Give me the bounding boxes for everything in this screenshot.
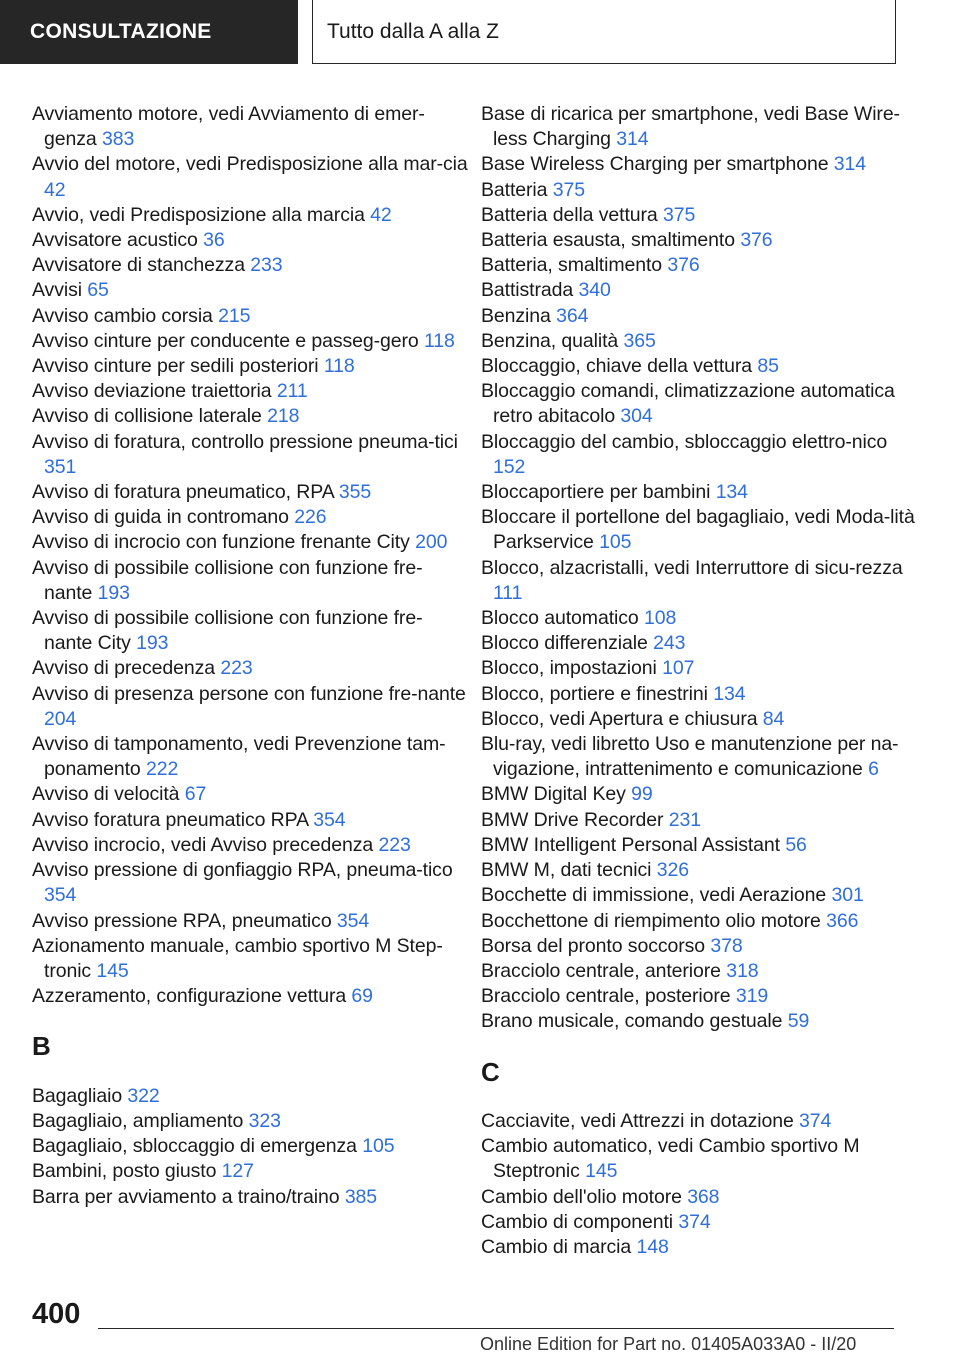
index-entry-text: Blocco, alzacristalli, vedi Interruttore di sicu‐rezza xyxy=(481,556,903,579)
index-entry xyxy=(481,631,921,656)
index-entry xyxy=(32,152,470,202)
page-reference-link[interactable]: 378 xyxy=(710,934,743,957)
index-entry xyxy=(32,656,470,681)
index-entry-text: Avviso deviazione traiettoria xyxy=(32,380,272,403)
page-reference-link[interactable]: 226 xyxy=(294,506,327,529)
page-reference-link[interactable]: 85 xyxy=(757,355,779,378)
page-reference-link[interactable]: 354 xyxy=(44,884,77,907)
index-entry-text: Bocchette di immissione, vedi Aerazione xyxy=(481,884,827,907)
index-entry-text: Blocco, impostazioni xyxy=(481,657,657,680)
index-entry xyxy=(32,228,470,253)
index-entry-text: Avviso di guida in contromano xyxy=(32,506,289,529)
index-entry-text: Bagagliaio, ampliamento xyxy=(32,1109,244,1132)
index-entry xyxy=(481,1210,921,1235)
index-entry-text: Avvisatore acustico xyxy=(32,229,198,252)
page-reference-link[interactable]: 376 xyxy=(667,254,700,277)
page-reference-link[interactable]: 152 xyxy=(493,455,526,478)
index-entry-text: Avvio, vedi Predisposizione alla marcia xyxy=(32,203,365,226)
page-reference-link[interactable]: 340 xyxy=(578,279,611,302)
index-entry-text: Avviso incrocio, vedi Avviso precedenza xyxy=(32,833,374,856)
page-number: 400 xyxy=(32,1298,81,1330)
index-entry-text: Bracciolo centrale, anteriore xyxy=(481,959,721,982)
index-entry-text: Blocco, portiere e finestrini xyxy=(481,682,708,705)
index-entry xyxy=(481,152,921,177)
index-entry-text: BMW Drive Recorder xyxy=(481,808,664,831)
index-entry-text: Cacciavite, vedi Attrezzi in dotazione xyxy=(481,1109,794,1132)
index-entry xyxy=(481,354,921,379)
page-reference-link[interactable]: 314 xyxy=(833,153,867,176)
page-reference-link[interactable]: 118 xyxy=(424,329,455,352)
page-reference-link[interactable]: 323 xyxy=(248,1109,281,1132)
page-reference-link[interactable]: 326 xyxy=(656,859,689,882)
page-reference-link[interactable]: 118 xyxy=(323,355,355,378)
index-entry-text: BMW M, dati tecnici xyxy=(481,859,652,882)
index-column-left xyxy=(32,102,470,1210)
index-entry xyxy=(32,404,470,429)
index-entry-text: Base di ricarica per smartphone, vedi Base Wire‐less Charging xyxy=(481,103,900,151)
index-letter-heading: B xyxy=(32,1031,51,1062)
index-entry-text: Batteria della vettura xyxy=(481,203,658,226)
page-reference-link[interactable]: 36 xyxy=(203,229,225,252)
index-entry xyxy=(481,1134,921,1184)
page-reference-link[interactable]: 222 xyxy=(146,758,179,781)
page-reference-link[interactable]: 368 xyxy=(687,1185,720,1208)
index-entry-text: Batteria xyxy=(481,178,548,201)
index-entry-text: Cambio di componenti xyxy=(481,1210,674,1233)
index-entry xyxy=(32,253,470,278)
index-entry-text: Bloccaggio comandi, climatizzazione automatica retro abitacolo xyxy=(481,380,895,428)
page-reference-link[interactable]: 354 xyxy=(336,909,370,932)
index-entry xyxy=(32,984,470,1009)
index-entry xyxy=(481,253,921,278)
index-entry xyxy=(481,833,921,858)
page-reference-link[interactable]: 56 xyxy=(785,833,807,856)
page-reference-link[interactable]: 233 xyxy=(250,254,283,277)
index-entry-text: Avviso cinture per conducente e passeg‐gero xyxy=(32,329,419,352)
index-entry xyxy=(481,858,921,883)
page-reference-link[interactable]: 231 xyxy=(668,808,701,831)
index-entry-text: Avviso di velocità xyxy=(32,783,180,806)
page-reference-link[interactable]: 376 xyxy=(740,229,773,252)
index-entry-text: Blocco automatico xyxy=(481,607,639,630)
index-entry xyxy=(481,606,921,631)
index-entry xyxy=(481,178,921,203)
page-reference-link[interactable]: 145 xyxy=(96,959,129,982)
index-entry-text: Avviso pressione di gonfiaggio RPA, pneuma‐tico xyxy=(32,859,453,882)
index-entry xyxy=(32,934,470,984)
index-entry xyxy=(32,354,470,379)
index-entry xyxy=(32,606,470,656)
index-entry xyxy=(32,329,470,354)
index-entry-text: Avviso di precedenza xyxy=(32,657,216,680)
index-entry xyxy=(32,833,470,858)
index-entry-text: Barra per avviamento a traino/traino xyxy=(32,1185,340,1208)
index-entry-text: Batteria esausta, smaltimento xyxy=(481,229,735,252)
index-entry xyxy=(32,480,470,505)
page-reference-link[interactable]: 218 xyxy=(267,405,300,428)
page-reference-link[interactable]: 127 xyxy=(221,1160,254,1183)
index-entry xyxy=(481,909,921,934)
page-reference-link[interactable]: 69 xyxy=(351,985,373,1008)
page-reference-link[interactable]: 223 xyxy=(220,657,253,680)
page-reference-link[interactable]: 354 xyxy=(313,808,346,831)
page-reference-link[interactable]: 211 xyxy=(276,380,308,403)
index-entry xyxy=(481,203,921,228)
index-entry xyxy=(32,556,470,606)
page-reference-link[interactable]: 134 xyxy=(713,682,746,705)
index-entry-text: Bagagliaio xyxy=(32,1084,123,1107)
index-entry-text: Bloccare il portellone del bagagliaio, vedi Moda‐lità Parkservice xyxy=(481,506,915,554)
page-reference-link[interactable]: 193 xyxy=(97,581,130,604)
index-entry-text: Avviso di incrocio con funzione frenante City xyxy=(32,531,410,554)
index-entry xyxy=(32,102,470,152)
index-entry xyxy=(481,278,921,303)
index-entry xyxy=(481,808,921,833)
page-reference-link[interactable]: 111 xyxy=(493,581,523,604)
page-reference-link[interactable]: 59 xyxy=(787,1010,810,1033)
page-reference-link[interactable]: 374 xyxy=(678,1210,711,1233)
index-entry-text: Avviso di collisione laterale xyxy=(32,405,262,428)
index-entry-text: Cambio dell'olio motore xyxy=(481,1185,682,1208)
page-reference-link[interactable]: 108 xyxy=(643,607,677,630)
page-reference-link[interactable]: 223 xyxy=(378,833,411,856)
index-entry-text: BMW Digital Key xyxy=(481,783,626,806)
index-entry xyxy=(481,984,921,1009)
index-entry xyxy=(481,1009,921,1034)
index-entry-text: Avviso di presenza persone con funzione fre‐nante xyxy=(32,682,466,705)
index-entry-text: Bagagliaio, sbloccaggio di emergenza xyxy=(32,1135,357,1158)
index-entry-text: Avviso di foratura pneumatico, RPA xyxy=(32,481,334,504)
index-entry xyxy=(481,959,921,984)
page-reference-link[interactable]: 105 xyxy=(362,1135,395,1158)
index-entry-text: Avviso foratura pneumatico RPA xyxy=(32,808,308,831)
index-entry-text: Cambio automatico, vedi Cambio sportivo M Steptronic xyxy=(481,1135,860,1183)
page-reference-link[interactable]: 6 xyxy=(868,758,879,781)
index-entry xyxy=(32,732,470,782)
page-reference-link[interactable]: 375 xyxy=(552,178,585,201)
index-entry xyxy=(481,505,921,555)
index-entry-text: Battistrada xyxy=(481,279,574,302)
index-entry xyxy=(481,732,921,782)
index-entry xyxy=(32,304,470,329)
index-entry xyxy=(481,782,921,807)
page-reference-link[interactable]: 243 xyxy=(653,632,686,655)
section-tab: CONSULTAZIONE xyxy=(0,0,298,64)
index-entry-text: Base Wireless Charging per smartphone xyxy=(481,153,829,176)
index-entry xyxy=(481,304,921,329)
index-entry xyxy=(32,1109,470,1134)
page-reference-link[interactable]: 99 xyxy=(631,783,653,806)
index-entry xyxy=(32,203,470,228)
index-entry-text: Avvisatore di stanchezza xyxy=(32,254,245,277)
page-reference-link[interactable]: 204 xyxy=(44,707,77,730)
index-entry-text: Avviso pressione RPA, pneumatico xyxy=(32,909,332,932)
chapter-title: Tutto dalla A alla Z xyxy=(312,0,896,64)
index-entry-text: Avviso di tamponamento, vedi Prevenzione tam‐ponamento xyxy=(32,733,446,781)
index-entry xyxy=(32,379,470,404)
page-reference-link[interactable]: 145 xyxy=(585,1160,618,1183)
index-entry-text: Avviamento motore, vedi Avviamento di emer‐genza xyxy=(32,103,425,151)
page-reference-link[interactable]: 42 xyxy=(44,178,66,201)
index-entry-text: Benzina xyxy=(481,304,551,327)
index-entry xyxy=(32,1134,470,1159)
page-reference-link[interactable]: 193 xyxy=(136,632,169,655)
page-reference-link[interactable]: 365 xyxy=(623,329,656,352)
index-entry xyxy=(32,505,470,530)
index-entry xyxy=(481,707,921,732)
index-entry-text: Benzina, qualità xyxy=(481,329,619,352)
page-reference-link[interactable]: 105 xyxy=(599,531,632,554)
page-reference-link[interactable]: 318 xyxy=(726,959,759,982)
index-entry-text: Bocchettone di riempimento olio motore xyxy=(481,909,821,932)
index-entry xyxy=(32,858,470,908)
index-entry xyxy=(481,1235,921,1260)
index-entry xyxy=(32,782,470,807)
index-entry xyxy=(481,934,921,959)
index-entry xyxy=(32,909,470,934)
index-entry xyxy=(481,430,921,480)
page-reference-link[interactable]: 319 xyxy=(735,985,769,1008)
index-entry-text: Bloccaggio del cambio, sbloccaggio elettro‐nico xyxy=(481,430,888,453)
page-reference-link[interactable]: 134 xyxy=(715,481,748,504)
index-entry-text: Batteria, smaltimento xyxy=(481,254,663,277)
footer-edition: Online Edition for Part no. 01405A033A0 - II/20 xyxy=(480,1334,857,1354)
index-entry-text: Borsa del pronto soccorso xyxy=(481,934,706,957)
index-entry-text: Avviso di possibile collisione con funzione fre‐nante xyxy=(32,556,423,604)
index-entry xyxy=(32,530,470,555)
index-entry-text: Avviso di possibile collisione con funzione fre‐nante City xyxy=(32,607,423,655)
index-entry xyxy=(32,682,470,732)
index-entry-text: Bracciolo centrale, posteriore xyxy=(481,985,731,1008)
page-reference-link[interactable]: 383 xyxy=(101,128,135,151)
page-reference-link[interactable]: 107 xyxy=(662,657,695,680)
index-entry xyxy=(32,430,470,480)
page-reference-link[interactable]: 355 xyxy=(338,481,372,504)
footer-divider xyxy=(98,1328,894,1329)
index-entry-text: Cambio di marcia xyxy=(481,1235,632,1258)
index-entry xyxy=(481,556,921,606)
page-reference-link[interactable]: 200 xyxy=(415,531,448,554)
index-entry xyxy=(481,329,921,354)
page-reference-link[interactable]: 374 xyxy=(799,1109,832,1132)
index-entry-text: Avvio del motore, vedi Predisposizione alla mar‐cia xyxy=(32,153,468,176)
page-reference-link[interactable]: 67 xyxy=(184,783,207,806)
page-reference-link[interactable]: 215 xyxy=(218,304,251,327)
index-column-right xyxy=(481,102,921,1260)
index-entry-text: Blocco, vedi Apertura e chiusura xyxy=(481,707,758,730)
index-entry-text: Blu-ray, vedi libretto Uso e manutenzione per na‐vigazione, intrattenimento e comunicazione xyxy=(481,733,899,781)
index-letter-heading: C xyxy=(481,1056,500,1087)
page-reference-link[interactable]: 366 xyxy=(826,909,859,932)
index-entry xyxy=(32,808,470,833)
page-reference-link[interactable]: 84 xyxy=(762,707,785,730)
page-reference-link[interactable]: 148 xyxy=(636,1235,669,1258)
page-reference-link[interactable]: 65 xyxy=(87,279,109,302)
index-entry-text: Brano musicale, comando gestuale xyxy=(481,1010,783,1033)
index-entry xyxy=(481,379,921,429)
index-entry xyxy=(481,682,921,707)
page-reference-link[interactable]: 42 xyxy=(370,203,392,226)
index-entry xyxy=(32,1159,470,1184)
index-entry xyxy=(481,883,921,908)
page-reference-link[interactable]: 314 xyxy=(616,128,649,151)
index-entry-text: Avvisi xyxy=(32,279,82,302)
index-entry-text: Avviso cambio corsia xyxy=(32,304,213,327)
page-reference-link[interactable]: 364 xyxy=(556,304,589,327)
index-entry-text: Azionamento manuale, cambio sportivo M Step‐tronic xyxy=(32,934,443,982)
index-entry-text: Avviso di foratura, controllo pressione pneuma‐tici xyxy=(32,430,458,453)
index-entry xyxy=(481,228,921,253)
index-entry-text: Bambini, posto giusto xyxy=(32,1160,217,1183)
page-header xyxy=(0,0,960,66)
index-entry xyxy=(481,1109,921,1134)
page-reference-link[interactable]: 301 xyxy=(831,884,864,907)
page-reference-link[interactable]: 385 xyxy=(344,1185,378,1208)
index-entry xyxy=(32,1084,470,1109)
index-entry-text: Bloccaggio, chiave della vettura xyxy=(481,355,753,378)
index-entry xyxy=(32,278,470,303)
index-entry-text: Avviso cinture per sedili posteriori xyxy=(32,355,319,378)
index-entry xyxy=(481,656,921,681)
index-entry xyxy=(32,1185,470,1210)
index-entry-text: Blocco differenziale xyxy=(481,632,648,655)
index-entry xyxy=(481,102,921,152)
page-reference-link[interactable]: 322 xyxy=(127,1084,160,1107)
index-entry xyxy=(481,480,921,505)
index-entry xyxy=(481,1185,921,1210)
index-entry-text: Azzeramento, configurazione vettura xyxy=(32,985,347,1008)
page-reference-link[interactable]: 375 xyxy=(662,203,696,226)
page-reference-link[interactable]: 304 xyxy=(620,405,653,428)
page-reference-link[interactable]: 351 xyxy=(44,455,77,478)
index-entry-text: BMW Intelligent Personal Assistant xyxy=(481,833,780,856)
index-entry-text: Bloccaportiere per bambini xyxy=(481,481,711,504)
